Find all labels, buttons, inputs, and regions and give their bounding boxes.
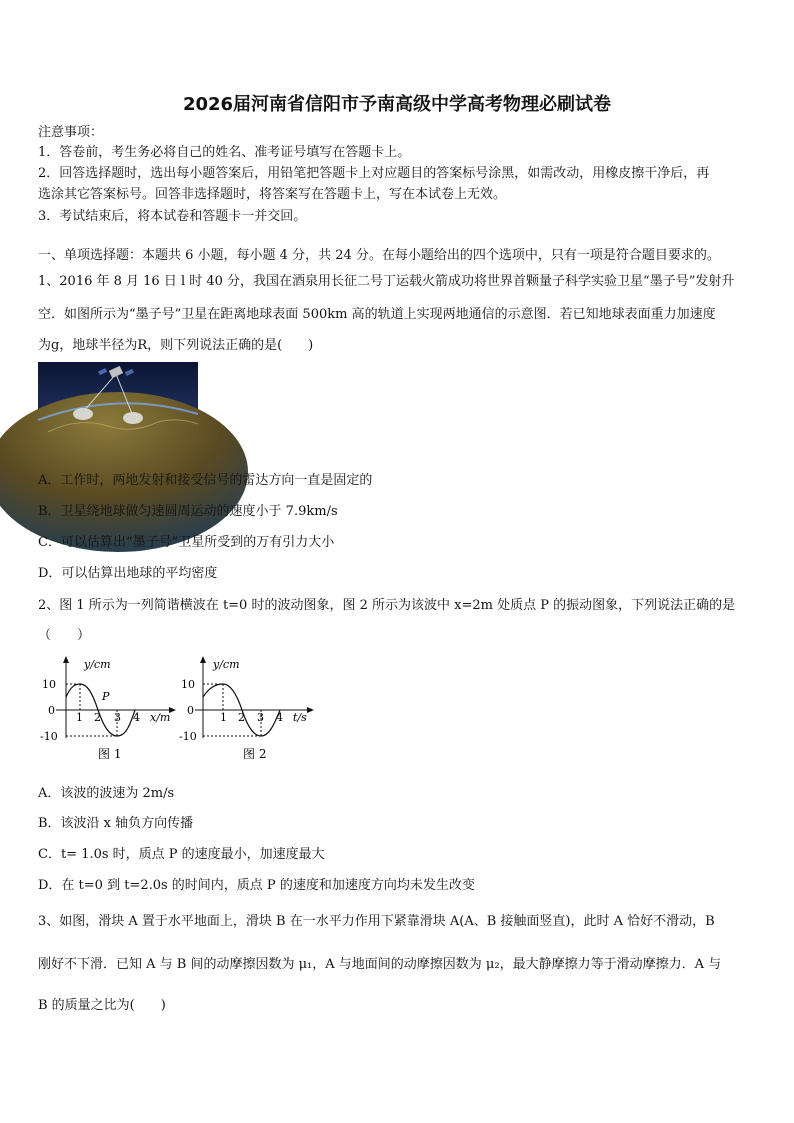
y-tick: 0 — [48, 704, 55, 717]
question-2-option: A．该波的波速为 2m/s — [38, 786, 175, 801]
point-p-label: P — [102, 690, 110, 703]
y-tick: 0 — [187, 704, 194, 717]
figure-caption: 图 1 — [98, 747, 122, 761]
x-tick: 2 — [238, 711, 245, 724]
question-1-option: D．可以估算出地球的平均密度 — [38, 566, 218, 581]
x-tick: 2 — [94, 711, 101, 724]
notice-item: 选涂其它答案标号。回答非选择题时，将答案写在答题卡上，写在本试卷上无效。 — [38, 187, 507, 202]
question-2-option: B．该波沿 x 轴负方向传播 — [38, 816, 194, 831]
question-2-stem: （ ） — [38, 628, 91, 643]
x-tick: 3 — [114, 711, 121, 724]
y-axis-arrow — [200, 656, 206, 663]
question-1-stem: 1、2016 年 8 月 16 日 l 时 40 分，我国在酒泉用长征二号丁运载火箭成功将世界首颗量子科学实验卫星“墨子号”发射升 — [38, 274, 735, 289]
notice-item: 2．回答选择题时，选出每小题答案后，用铅笔把答题卡上对应题目的答案标号涂黑，如需改动，用橡皮擦干净后，再 — [38, 166, 710, 181]
figure-caption: 图 2 — [243, 747, 267, 761]
question-1-stem: 空．如图所示为“墨子号”卫星在距离地球表面 500km 高的轨道上实现两地通信的示意图．若已知地球表面重力加速度 — [38, 307, 716, 322]
question-1-option: A．工作时，两地发射和接受信号的雷达方向一直是固定的 — [38, 473, 373, 488]
notice-item: 3．考试结束后，将本试卷和答题卡一并交回。 — [38, 209, 307, 224]
notice-item: 1．答卷前，考生务必将自己的姓名、准考证号填写在答题卡上。 — [38, 145, 411, 160]
y-tick: 10 — [181, 678, 195, 691]
x-tick: 1 — [76, 711, 83, 724]
y-axis-label: y/cm — [213, 658, 240, 671]
x-tick: 4 — [133, 711, 140, 724]
question-2-option: D．在 t=0 到 t=2.0s 的时间内，质点 P 的速度和加速度方向均未发生改变 — [38, 878, 475, 893]
y-tick: 10 — [42, 678, 56, 691]
vibration-graph-fig2 — [179, 650, 323, 765]
question-1-option: B．卫星绕地球做匀速圆周运动的速度小于 7.9km/s — [38, 504, 338, 519]
notice-heading: 注意事项： — [38, 125, 104, 140]
question-1-stem: 为g，地球半径为R，则下列说法正确的是( ) — [38, 338, 314, 353]
wave-graph-fig1 — [38, 650, 178, 765]
y-axis-arrow — [63, 656, 69, 663]
x-tick: 3 — [257, 711, 264, 724]
page-title: 2026届河南省信阳市予南高级中学高考物理必刷试卷 — [182, 94, 612, 115]
satellite-earth-photo — [38, 362, 198, 454]
t-axis-arrow — [307, 707, 314, 713]
x-tick: 1 — [220, 711, 227, 724]
section-heading: 一、单项选择题：本题共 6 小题，每小题 4 分，共 24 分。在每小题给出的四个选项中，只有一项是符合题目要求的。 — [38, 248, 720, 263]
x-tick: 4 — [276, 711, 283, 724]
y-axis-label: y/cm — [84, 658, 111, 671]
y-tick: -10 — [179, 730, 197, 743]
t-axis-label: t/s — [293, 711, 307, 724]
question-2-option: C．t= 1.0s 时，质点 P 的速度最小，加速度最大 — [38, 847, 325, 862]
y-tick: -10 — [40, 730, 58, 743]
question-3-stem: 刚好不下滑．已知 A 与 B 间的动摩擦因数为 μ₁，A 与地面间的动摩擦因数为 μ₂，最大静摩擦力等于滑动摩擦力．A 与 — [38, 957, 722, 972]
question-1-option: C．可以估算出“墨子号”卫星所受到的万有引力大小 — [38, 535, 335, 550]
x-axis-label: x/m — [150, 711, 171, 724]
question-3-stem: 3、如图，滑块 A 置于水平地面上，滑块 B 在一水平力作用下紧靠滑块 A(A、B 接触面竖直)，此时 A 恰好不滑动，B — [38, 914, 715, 929]
question-2-stem: 2、图 1 所示为一列简谐横波在 t=0 时的波动图象，图 2 所示为该波中 x=2m 处质点 P 的振动图象，下列说法正确的是 — [38, 598, 736, 613]
question-3-stem: B 的质量之比为( ) — [38, 998, 166, 1013]
